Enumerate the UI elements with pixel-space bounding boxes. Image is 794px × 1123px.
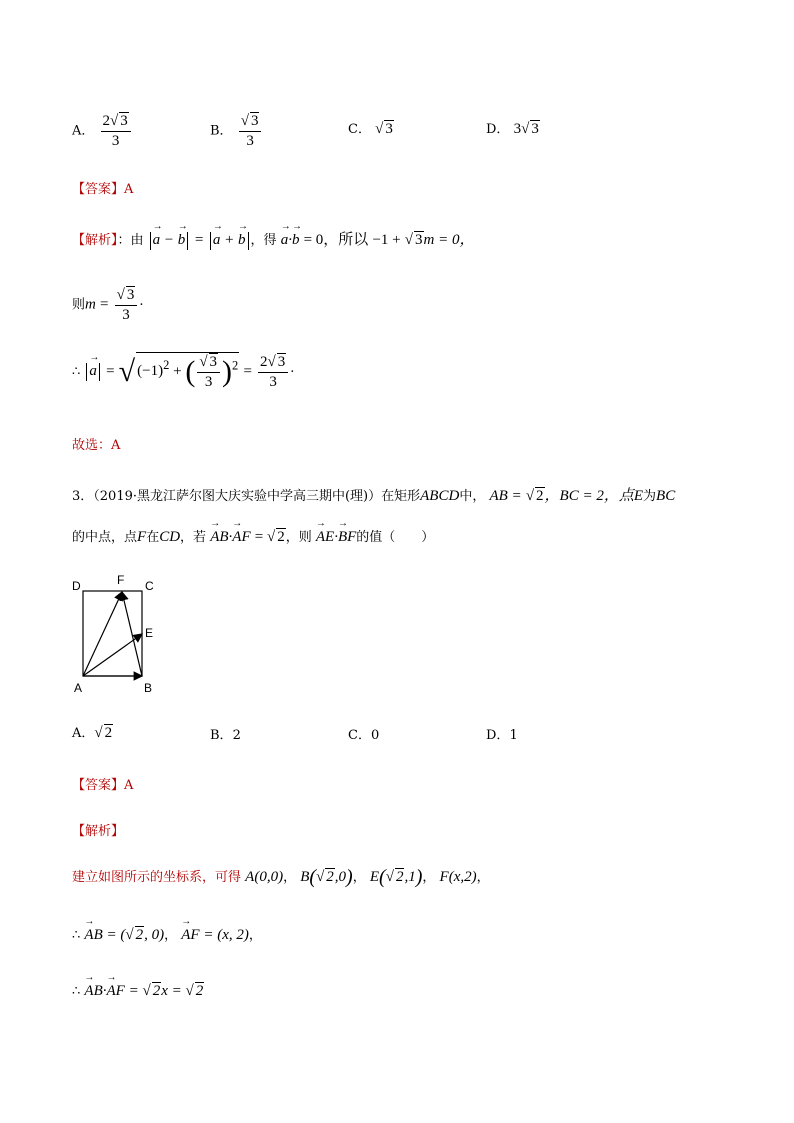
option-value: 2 (232, 728, 241, 743)
denominator: 3 (246, 133, 254, 149)
q3-option-a: A．√ 2 (72, 725, 113, 741)
radicand: 3 (250, 113, 259, 129)
point-f: F(x,2) (439, 869, 477, 885)
q2-analysis-line1: 【解析】：由 → a − → b = → a + → b ，得 → a·→ b = 0，所以 −1 + √ 3m = 0， (72, 228, 474, 250)
q3-analysis-label: 【解析】 (72, 824, 125, 839)
option-letter: D． (486, 122, 510, 137)
q3-stem-line1: 3．（2019·黑龙江萨尔图大庆实验中学高三期中(理)）在矩形ABCD中， AB = √ 2，BC = 2，点E为BC (72, 488, 676, 504)
label-d: D (72, 579, 81, 593)
text: ，BC = 2，点 (544, 488, 634, 504)
answer-value: A (124, 182, 134, 197)
text: 中， (459, 489, 486, 504)
text: CD (159, 529, 181, 545)
text: E (633, 488, 644, 504)
therefore-symbol: ∴ (72, 984, 81, 999)
answer-label: 【答案】 (72, 182, 125, 197)
q3-stem-line2: 的中点，点F在CD，若 → AB·→ AF = √ 2，则 → AE·→ BF的值（ ） (72, 526, 434, 546)
text: 建立如图所示的坐标系，可得 (72, 870, 242, 885)
q3-option-d (486, 724, 518, 743)
vector-af (83, 592, 122, 676)
q2-option-a (72, 112, 133, 150)
q2-choose: 故选：A (72, 438, 121, 453)
coef: 3 (513, 121, 522, 137)
q3-answer (72, 774, 133, 793)
option-value: 1 (509, 728, 518, 743)
text: · (290, 364, 295, 380)
q2-answer (72, 178, 133, 197)
option-letter: C． (348, 122, 371, 137)
coef: 2 (102, 113, 111, 129)
text: 则 (72, 297, 86, 313)
text: m = 0， (423, 232, 475, 248)
analysis-label: 【解析】 (72, 233, 118, 248)
text: = 0，所以 (303, 232, 369, 248)
answer-value: A (124, 778, 134, 793)
radicand: 3 (531, 121, 539, 137)
text: BC (656, 488, 676, 504)
vector-bf (122, 592, 142, 676)
q2-magnitude-line: ∴ → a = √ $(-1)^2$ + ( $\frac{√ 3}{3}$ )$^2$ = $\frac{2√ 3}{3}$ · (72, 352, 294, 391)
formula-dot: → a·→ b (281, 232, 300, 248)
text: 为 (643, 489, 657, 504)
fraction: $\frac{√ 3}{3}$ (115, 286, 138, 324)
rectangle (83, 591, 142, 676)
q3-option-c (348, 724, 379, 743)
text: ，则 (285, 530, 312, 545)
text: 在 (146, 530, 160, 545)
option-value: 0 (370, 728, 380, 743)
text: 的值（ ） (356, 530, 435, 545)
q3-option-b (210, 724, 241, 743)
option-letter: D． (486, 728, 510, 743)
point-a: A(0,0) (245, 869, 284, 885)
text: ，若 (180, 530, 207, 545)
label-e: E (145, 626, 154, 640)
rectangle-figure (68, 572, 168, 698)
radicand: 3 (120, 113, 128, 129)
formula-abs: → a − → b = → a + → b (148, 232, 251, 248)
text: ，得 (250, 233, 277, 248)
option-letter: C． (348, 728, 371, 743)
radicand: 3 (385, 121, 393, 137)
q3-dot-line: ∴ → AB·→ AF = √ 2x = √ 2 (72, 982, 204, 1000)
label-c: C (145, 579, 154, 593)
denominator: 3 (111, 133, 120, 149)
q2-option-c: C． √ 3 (348, 121, 393, 137)
therefore-symbol: ∴ (72, 364, 81, 380)
option-letter: A． (72, 726, 95, 741)
text: ：由 (117, 233, 144, 248)
q3-coord-line: 建立如图所示的坐标系，可得 A(0,0)， B(√ 2,0)， E(√ 2,1)， F(x,2)， (72, 866, 490, 889)
therefore-symbol: ∴ (72, 928, 81, 943)
option-letter: B． (210, 123, 233, 139)
text: 的中点，点 (72, 530, 138, 545)
answer-label: 【答案】 (72, 778, 125, 793)
q2-option-b (210, 112, 263, 150)
text: −1 + (372, 232, 401, 248)
q2-then-line: 则m = $\frac{√ 3}{3}$ · (72, 287, 144, 323)
fraction: $\frac{√ 3}{3}$ (239, 112, 262, 150)
option-letter: B． (210, 728, 233, 743)
fraction: $\frac{2√ 3}{3}$ (101, 112, 131, 150)
option-letter: A． (72, 123, 95, 139)
point-e-label: E (369, 869, 380, 885)
point-b-label: B (300, 869, 310, 885)
label-f: F (117, 573, 125, 587)
radicand: 2 (104, 725, 113, 741)
label-b: B (144, 681, 153, 695)
q3-vectors-line: ∴ → AB = (√ 2, 0)， → AF = (x, 2)， (72, 924, 262, 944)
q2-option-d: D． 3√ 3 (486, 121, 539, 137)
label-a: A (74, 681, 83, 695)
text: ABCD (420, 488, 460, 504)
text: AB = (489, 488, 522, 504)
text: F (137, 529, 147, 545)
text: 3．（2019·黑龙江萨尔图大庆实验中学高三期中(理)）在矩形 (72, 489, 421, 504)
